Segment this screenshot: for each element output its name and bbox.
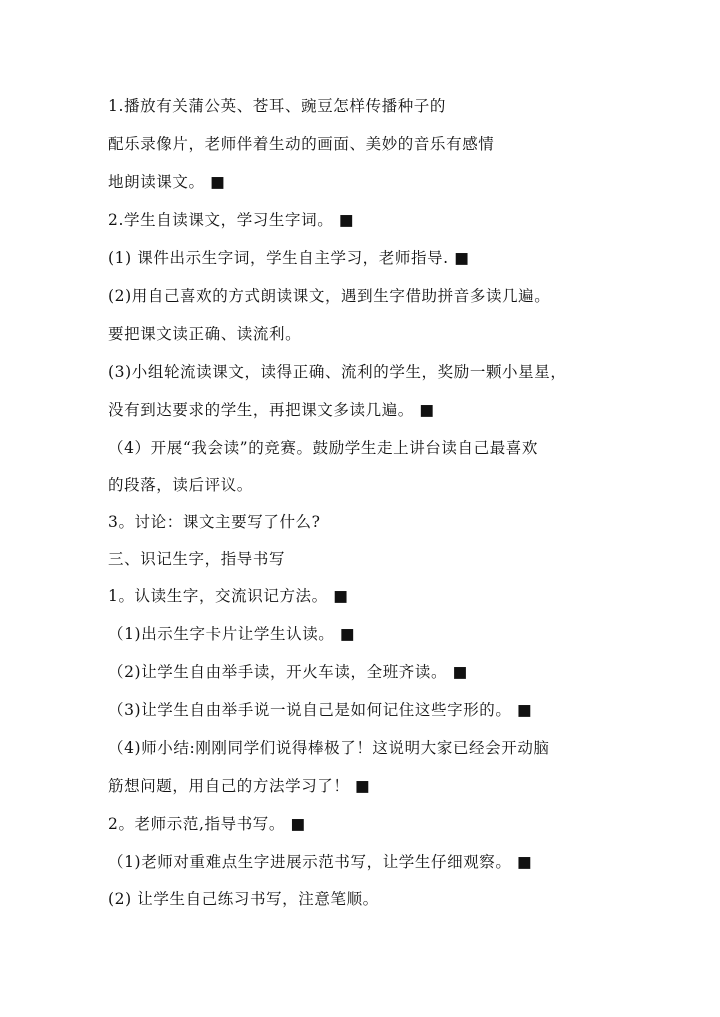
text-line: (2) 让学生自己练习书写，注意笔顺。 [108, 890, 379, 908]
text-line: （1)老师对重难点生字进展示范书写，让学生仔细观察。 ■ [108, 853, 533, 871]
text-line: （1)出示生字卡片让学生认读。 ■ [108, 625, 356, 643]
text-line: （3)让学生自由举手说一说自己是如何记住这些字形的。 ■ [108, 701, 533, 719]
text-line: 3。讨论：课文主要写了什么? [108, 513, 321, 531]
text-line: 1.播放有关蒲公英、苍耳、豌豆怎样传播种子的 [108, 97, 446, 115]
text-line: 地朗读课文。 ■ [108, 173, 226, 191]
text-line: 的段落，读后评议。 [108, 476, 253, 494]
text-line: 配乐录像片，老师伴着生动的画面、美妙的音乐有感情 [108, 135, 495, 153]
text-line: 没有到达要求的学生，再把课文多读几遍。 ■ [108, 401, 435, 419]
text-line: （4)师小结:刚刚同学们说得棒极了！这说明大家已经会开动脑 [108, 739, 550, 757]
text-line: 2。老师示范,指导书写。 ■ [108, 815, 306, 833]
text-line: 三、识记生字，指导书写 [108, 550, 286, 568]
text-line: （2)让学生自由举手读，开火车读，全班齐读。 ■ [108, 663, 468, 681]
text-line: 筋想问题，用自己的方法学习了！ ■ [108, 777, 371, 795]
text-line: 2.学生自读课文，学习生字词。 ■ [108, 211, 355, 229]
text-line: 1。认读生字，交流识记方法。 ■ [108, 587, 349, 605]
text-line: (2)用自己喜欢的方式朗读课文，遇到生字借助拼音多读几遍。 [108, 287, 551, 305]
text-line: 要把课文读正确、读流利。 [108, 325, 302, 343]
text-line: （4）开展“我会读”的竞赛。鼓励学生走上讲台读自己最喜欢 [108, 439, 539, 457]
text-line: (3)小组轮流读课文，读得正确、流利的学生，奖励一颗小星星， [108, 363, 567, 381]
text-line: (1) 课件出示生字词，学生自主学习，老师指导. ■ [108, 249, 470, 267]
